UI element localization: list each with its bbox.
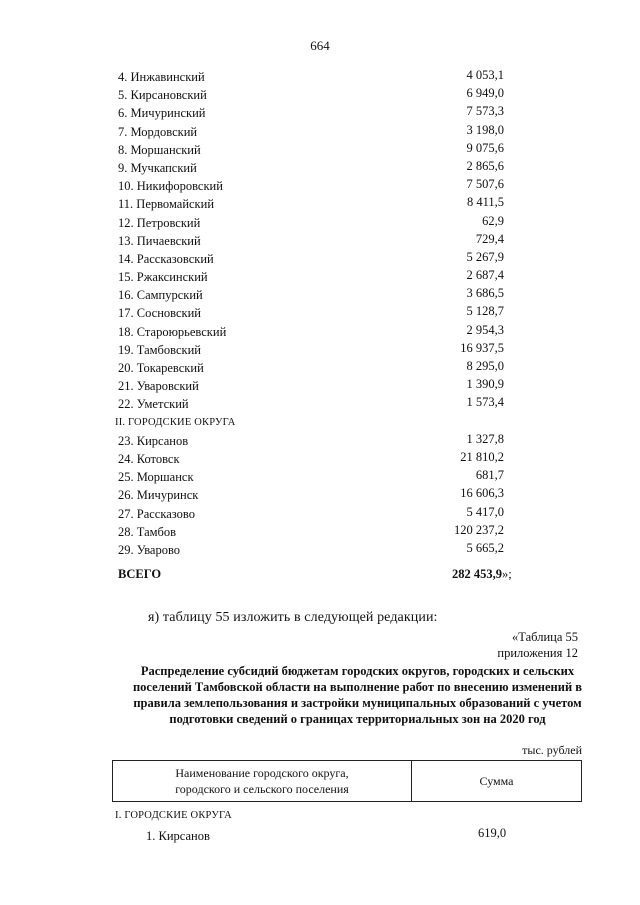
table-heading: Распределение субсидий бюджетам городских округов, городских и сельских поселений Тамбовской области на выполнение работ по внесению изменений в правила землепользования и застройки муниципальных образований с учетом подготовки сведений о границах территориальных зон на 2020 год [132, 664, 583, 726]
table-reference [497, 629, 578, 661]
table-header [112, 760, 582, 802]
item-name: 17. Сосновский [118, 306, 201, 321]
list-item [0, 304, 640, 322]
page-number: 664 [310, 38, 330, 53]
list-item [0, 486, 640, 504]
item-name: 11. Первомайский [118, 197, 215, 212]
item-name: 22. Уметский [118, 397, 189, 412]
item-value: 120 237,2 [454, 522, 504, 537]
item-value: 8 411,5 [466, 195, 504, 210]
list-item [0, 177, 640, 195]
item-value: 5 417,0 [466, 504, 504, 519]
table-reference-line2: приложения 12 [497, 646, 578, 660]
list-item [0, 432, 640, 450]
item-name: 15. Ржаксинский [118, 270, 208, 285]
section-heading-urban: I. ГОРОДСКИЕ ОКРУГА [115, 810, 232, 821]
item-name: 19. Тамбовский [118, 342, 201, 357]
list-item [0, 341, 640, 359]
header-name-column [113, 761, 412, 801]
item-name: 16. Сампурский [118, 288, 203, 303]
item-name: 29. Уварово [118, 542, 181, 557]
item-value: 3 686,5 [466, 286, 504, 301]
list-item [0, 468, 640, 486]
item-name: 12. Петровский [118, 215, 201, 230]
item-value: 681,7 [475, 468, 504, 483]
item-value: 62,9 [482, 213, 504, 228]
district-list [0, 68, 640, 559]
item-value: 729,4 [475, 231, 504, 246]
item-value: 1 327,8 [466, 431, 504, 446]
header-name-line1: Наименование городского округа, [175, 766, 349, 780]
item-value: 3 198,0 [466, 122, 504, 137]
list-item [0, 214, 640, 232]
item-name: 23. Кирсанов [118, 433, 189, 448]
item-name: 18. Староюрьевский [118, 324, 227, 339]
item-name: 8. Моршанский [118, 142, 201, 157]
list-item [0, 541, 640, 559]
list-item [0, 505, 640, 523]
list-item [0, 195, 640, 213]
header-name-line2: городского и сельского поселения [175, 782, 349, 796]
item-value: 4 053,1 [466, 68, 504, 82]
list-item [0, 323, 640, 341]
section-heading [0, 414, 640, 432]
list-item [0, 159, 640, 177]
list-item [0, 377, 640, 395]
list-item [0, 104, 640, 122]
amendment-instruction: я) таблицу 55 изложить в следующей редакции: [148, 610, 438, 625]
item-value: 5 267,9 [466, 249, 504, 264]
item-value: 1 573,4 [466, 395, 504, 410]
header-sum-column: Сумма [479, 773, 514, 788]
item-name: 24. Котовск [118, 451, 180, 466]
item-value: 5 128,7 [466, 304, 504, 319]
row-value: 619,0 [478, 826, 507, 840]
item-value: 8 295,0 [466, 359, 504, 373]
list-item [0, 123, 640, 141]
list-item [0, 68, 640, 86]
item-name: 13. Пичаевский [118, 233, 201, 248]
item-name: 4. Инжавинский [118, 70, 205, 84]
total-value-group [452, 567, 512, 582]
item-name: 21. Уваровский [118, 379, 199, 394]
item-value: 1 390,9 [466, 377, 504, 392]
item-name: II. ГОРОДСКИЕ ОКРУГА [115, 416, 236, 428]
item-name: 10. Никифоровский [118, 179, 223, 194]
item-name: 28. Тамбов [118, 524, 177, 539]
list-item [0, 523, 640, 541]
list-item [0, 86, 640, 104]
row-name: 1. Кирсанов [146, 829, 210, 843]
item-value: 2 954,3 [466, 322, 504, 337]
list-item [0, 359, 640, 377]
total-suffix: »; [502, 567, 512, 581]
table-reference-line1: «Таблица 55 [512, 630, 578, 644]
item-value: 9 075,6 [466, 140, 504, 155]
total-row [0, 567, 640, 585]
list-item [0, 268, 640, 286]
item-name: 26. Мичуринск [118, 488, 199, 503]
item-value: 2 865,6 [466, 158, 504, 173]
item-value: 21 810,2 [460, 449, 504, 464]
table-row [0, 826, 640, 844]
item-value: 16 606,3 [460, 486, 504, 501]
list-item [0, 286, 640, 304]
item-name: 27. Рассказово [118, 506, 195, 521]
list-item [0, 450, 640, 468]
list-item [0, 232, 640, 250]
item-value: 6 949,0 [466, 86, 504, 101]
units-label: тыс. рублей [522, 743, 582, 757]
item-name: 7. Мордовский [118, 124, 198, 139]
item-name: 5. Кирсановский [118, 88, 207, 103]
item-name: 20. Токаревский [118, 361, 204, 375]
item-value: 16 937,5 [460, 340, 504, 355]
item-value: 7 573,3 [466, 104, 504, 119]
list-item [0, 395, 640, 413]
item-value: 2 687,4 [466, 268, 504, 283]
item-name: 14. Рассказовский [118, 251, 214, 266]
total-label: ВСЕГО [118, 567, 162, 581]
list-item [0, 141, 640, 159]
total-value: 282 453,9 [452, 567, 502, 581]
item-value: 5 665,2 [466, 540, 504, 555]
item-name: 25. Моршанск [118, 470, 194, 485]
list-item [0, 250, 640, 268]
item-name: 9. Мучкапский [118, 160, 197, 175]
item-value: 7 507,6 [466, 177, 504, 192]
item-name: 6. Мичуринский [118, 106, 206, 121]
